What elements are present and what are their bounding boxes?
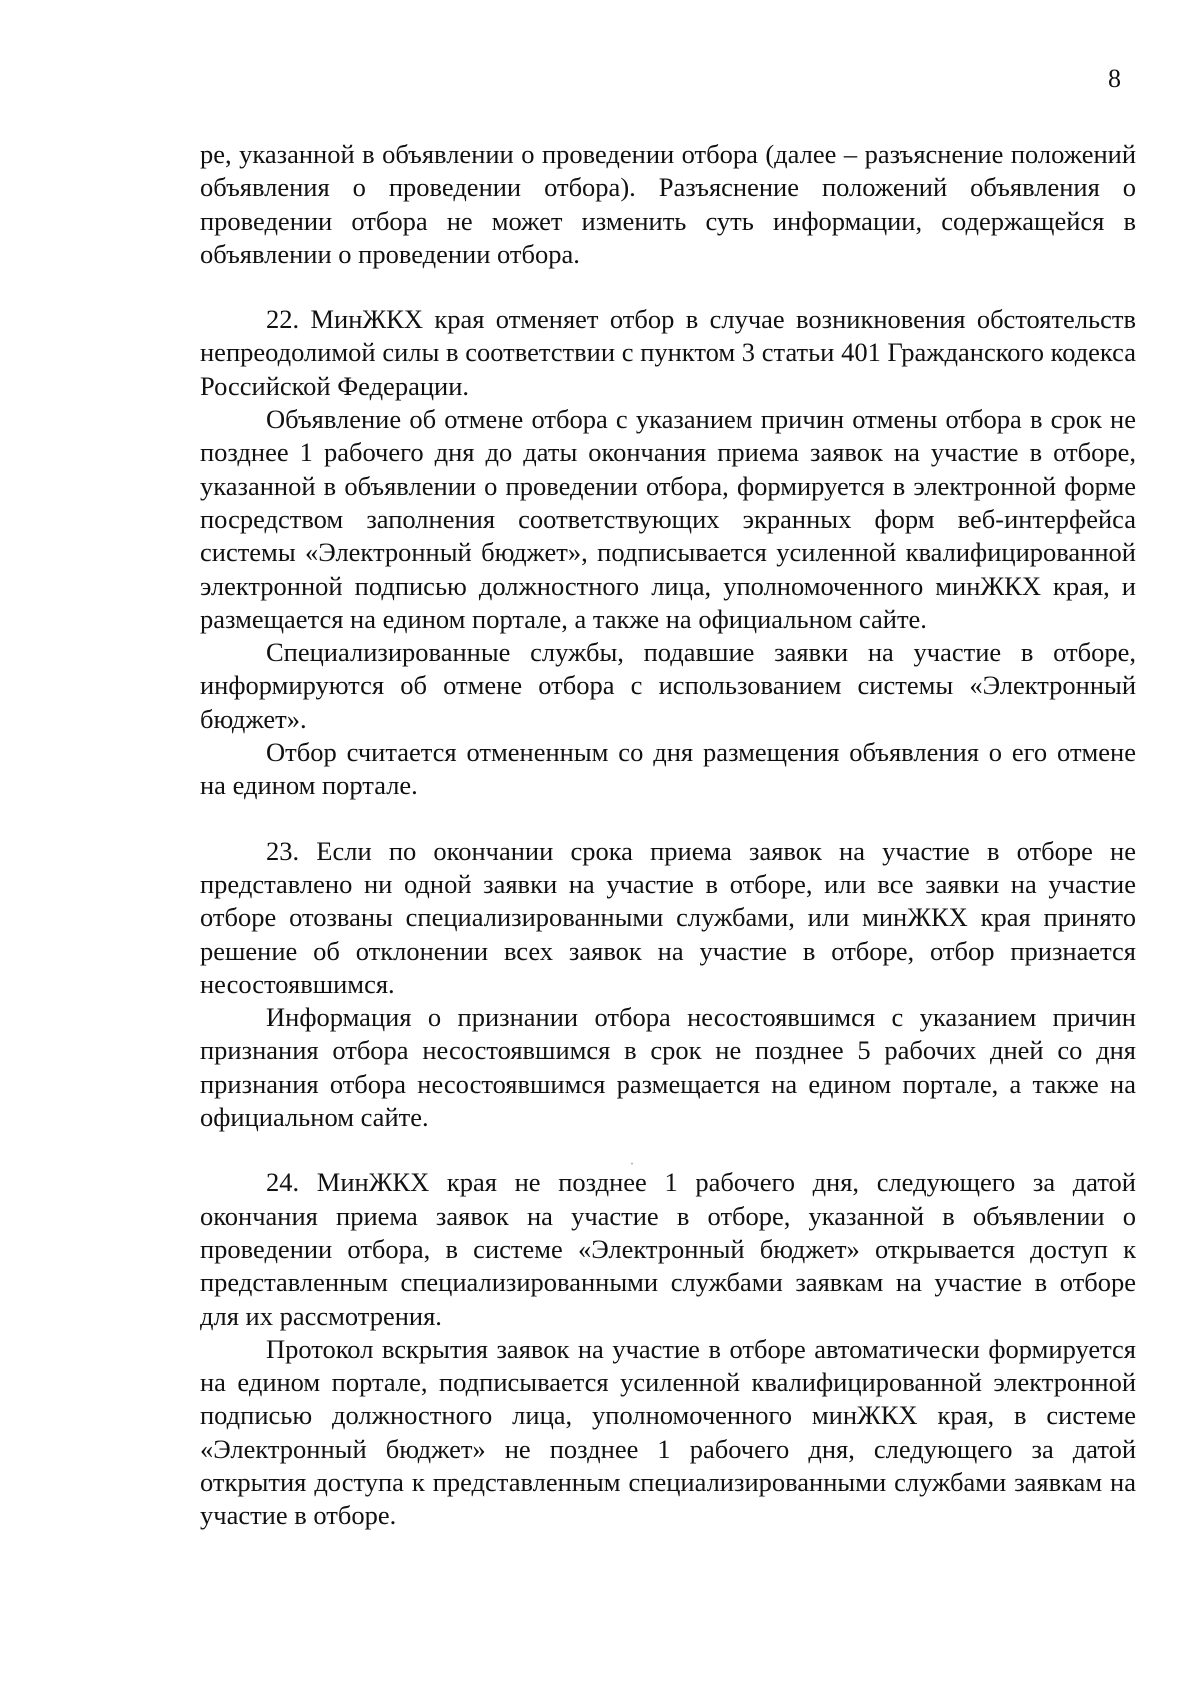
paragraph-continuation: ре, указанной в объявлении о проведении отбора (далее – разъяснение положений объявления о проведении отбора). Разъяснение положений объявления о проведении отбора не может изменить суть информации, содержащейся в объявлении о проведении отбора. [200,139,1136,269]
page-number: 8 [1108,64,1121,93]
paragraph-clause-24: 24. МинЖКХ края не позднее 1 рабочего дня, следующего за датой окончания приема заявок на участие в отборе, указанной в объявлении о проведении отбора, в системе «Электронный бюджет» открывается доступ к представленным специализированными службами заявкам на участие в отборе для их рассмотрения. [200,1167,1136,1331]
paragraph-services-informed: Специализированные службы, подавшие заявки на участие в отборе, информируются об отмене отбора с использованием системы «Электронный бюджет». [200,637,1136,734]
paragraph-cancellation-notice: Объявление об отмене отбора с указанием причин отмены отбора в срок не позднее 1 рабочего дня до даты окончания приема заявок на участие в отборе, указанной в объявлении о проведении отбора, формируется в электронной форме посредством заполнения соответствующих экранных форм веб-интерфейса системы «Электронный бюджет», подписывается усиленной квалифицированной электронной подписью должностного лица, уполномоченного минЖКХ края, и размещается на едином портале, а также на официальном сайте. [200,404,1136,634]
paragraph-clause-23: 23. Если по окончании срока приема заявок на участие в отборе не представлено ни одной заявки на участие в отборе, или все заявки на участие отборе отозваны специализированными службами, или минЖКХ края принято решение об отклонении всех заявок на участие в отборе, отбор признается несостоявшимся. [200,835,1136,999]
paragraph-opening-protocol: Протокол вскрытия заявок на участие в отборе автоматически формируется на едином портале, подписывается усиленной квалифицированной электронной подписью должностного лица, уполномоченного минЖКХ края, в системе «Электронный бюджет» не позднее 1 рабочего дня, следующего за датой открытия доступа к представленным специализированными службами заявкам на участие в отборе. [200,1333,1136,1531]
scan-speck: ˌ [630,1151,634,1165]
paragraph-cancellation-effective: Отбор считается отмененным со дня размещения объявления о его отмене на едином портале. [200,737,1136,801]
paragraph-failed-selection-info: Информация о признании отбора несостоявшимся с указанием причин признания отбора несостоявшимся в срок не позднее 5 рабочих дней со дня признания отбора несостоявшимся размещается на едином портале, а также на официальном сайте. [200,1002,1136,1133]
paragraph-clause-22: 22. МинЖКХ края отменяет отбор в случае возникновения обстоятельств непреодолимой силы в соответствии с пунктом 3 статьи 401 Гражданского кодекса Российской Федерации. [200,304,1136,401]
document-body [200,138,1136,1533]
